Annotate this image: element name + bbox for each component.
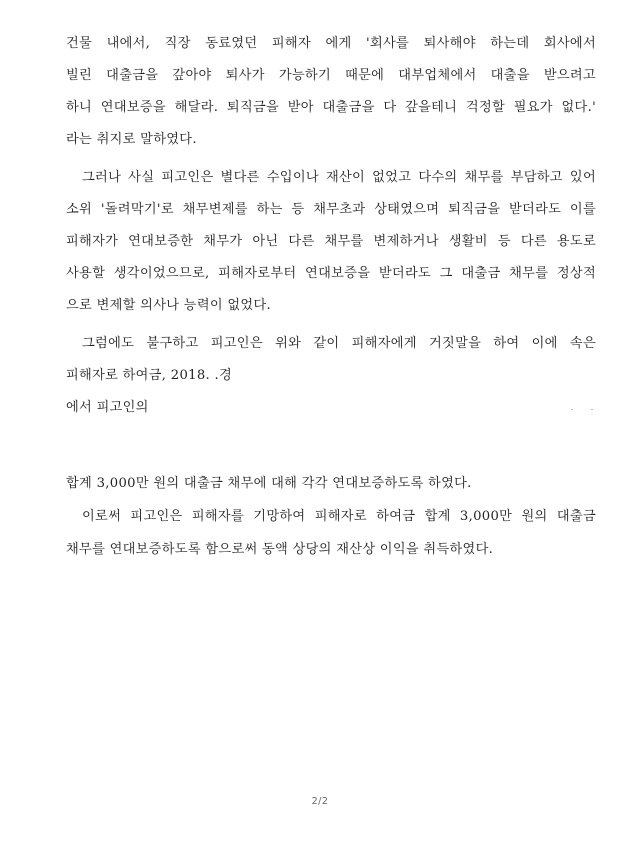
scan-speck [591, 409, 593, 410]
page-number: 2/2 [311, 796, 329, 807]
text-line-13: 합계 3,000만 원의 대출금 채무에 대해 각각 연대보증하도록 하였다. [66, 476, 472, 491]
text-line-12: 에서 피고인의 [66, 400, 149, 415]
text-line-3: 하니 연대보증을 해달라. 퇴직금을 받아 대출금을 다 갚을테니 걱정할 필요가 없다.' [66, 100, 596, 115]
text-line-7: 피해자가 연대보증한 채무가 아닌 다른 채무를 변제하거나 생활비 등 다른 용도로 [66, 234, 596, 249]
scan-speck [571, 409, 573, 410]
text-line-9: 으로 변제할 의사나 능력이 없었다. [66, 298, 272, 313]
text-line-14: 이로써 피고인은 피해자를 기망하여 피해자로 하여금 합계 3,000만 원의 대출금 [82, 509, 596, 524]
text-line-6: 소위 '돌려막기'로 채무변제를 하는 등 채무초과 상태였으며 퇴직금을 받더라도 이를 [66, 202, 596, 217]
text-line-2: 빌린 대출금을 갚아야 퇴사가 가능하기 때문에 대부업체에서 대출을 받으려고 [66, 68, 596, 83]
text-line-11: 피해자로 하여금, 2018. .경 [66, 368, 233, 383]
text-line-8: 사용할 생각이었으므로, 피해자로부터 연대보증을 받더라도 그 대출금 채무를 정상적 [66, 266, 596, 281]
text-line-15: 채무를 연대보증하도록 함으로써 동액 상당의 재산상 이익을 취득하였다. [66, 542, 494, 557]
text-line-4: 라는 취지로 말하였다. [66, 132, 197, 147]
text-line-1: 건물 내에서, 직장 동료였던 피해자 에게 '회사를 퇴사해야 하는데 회사에서 [66, 36, 596, 51]
text-line-10: 그럼에도 불구하고 피고인은 위와 같이 피해자에게 거짓말을 하여 이에 속은 [82, 336, 596, 351]
text-line-5: 그러나 사실 피고인은 별다른 수입이나 재산이 없었고 다수의 채무를 부담하고 있어 [82, 170, 596, 185]
